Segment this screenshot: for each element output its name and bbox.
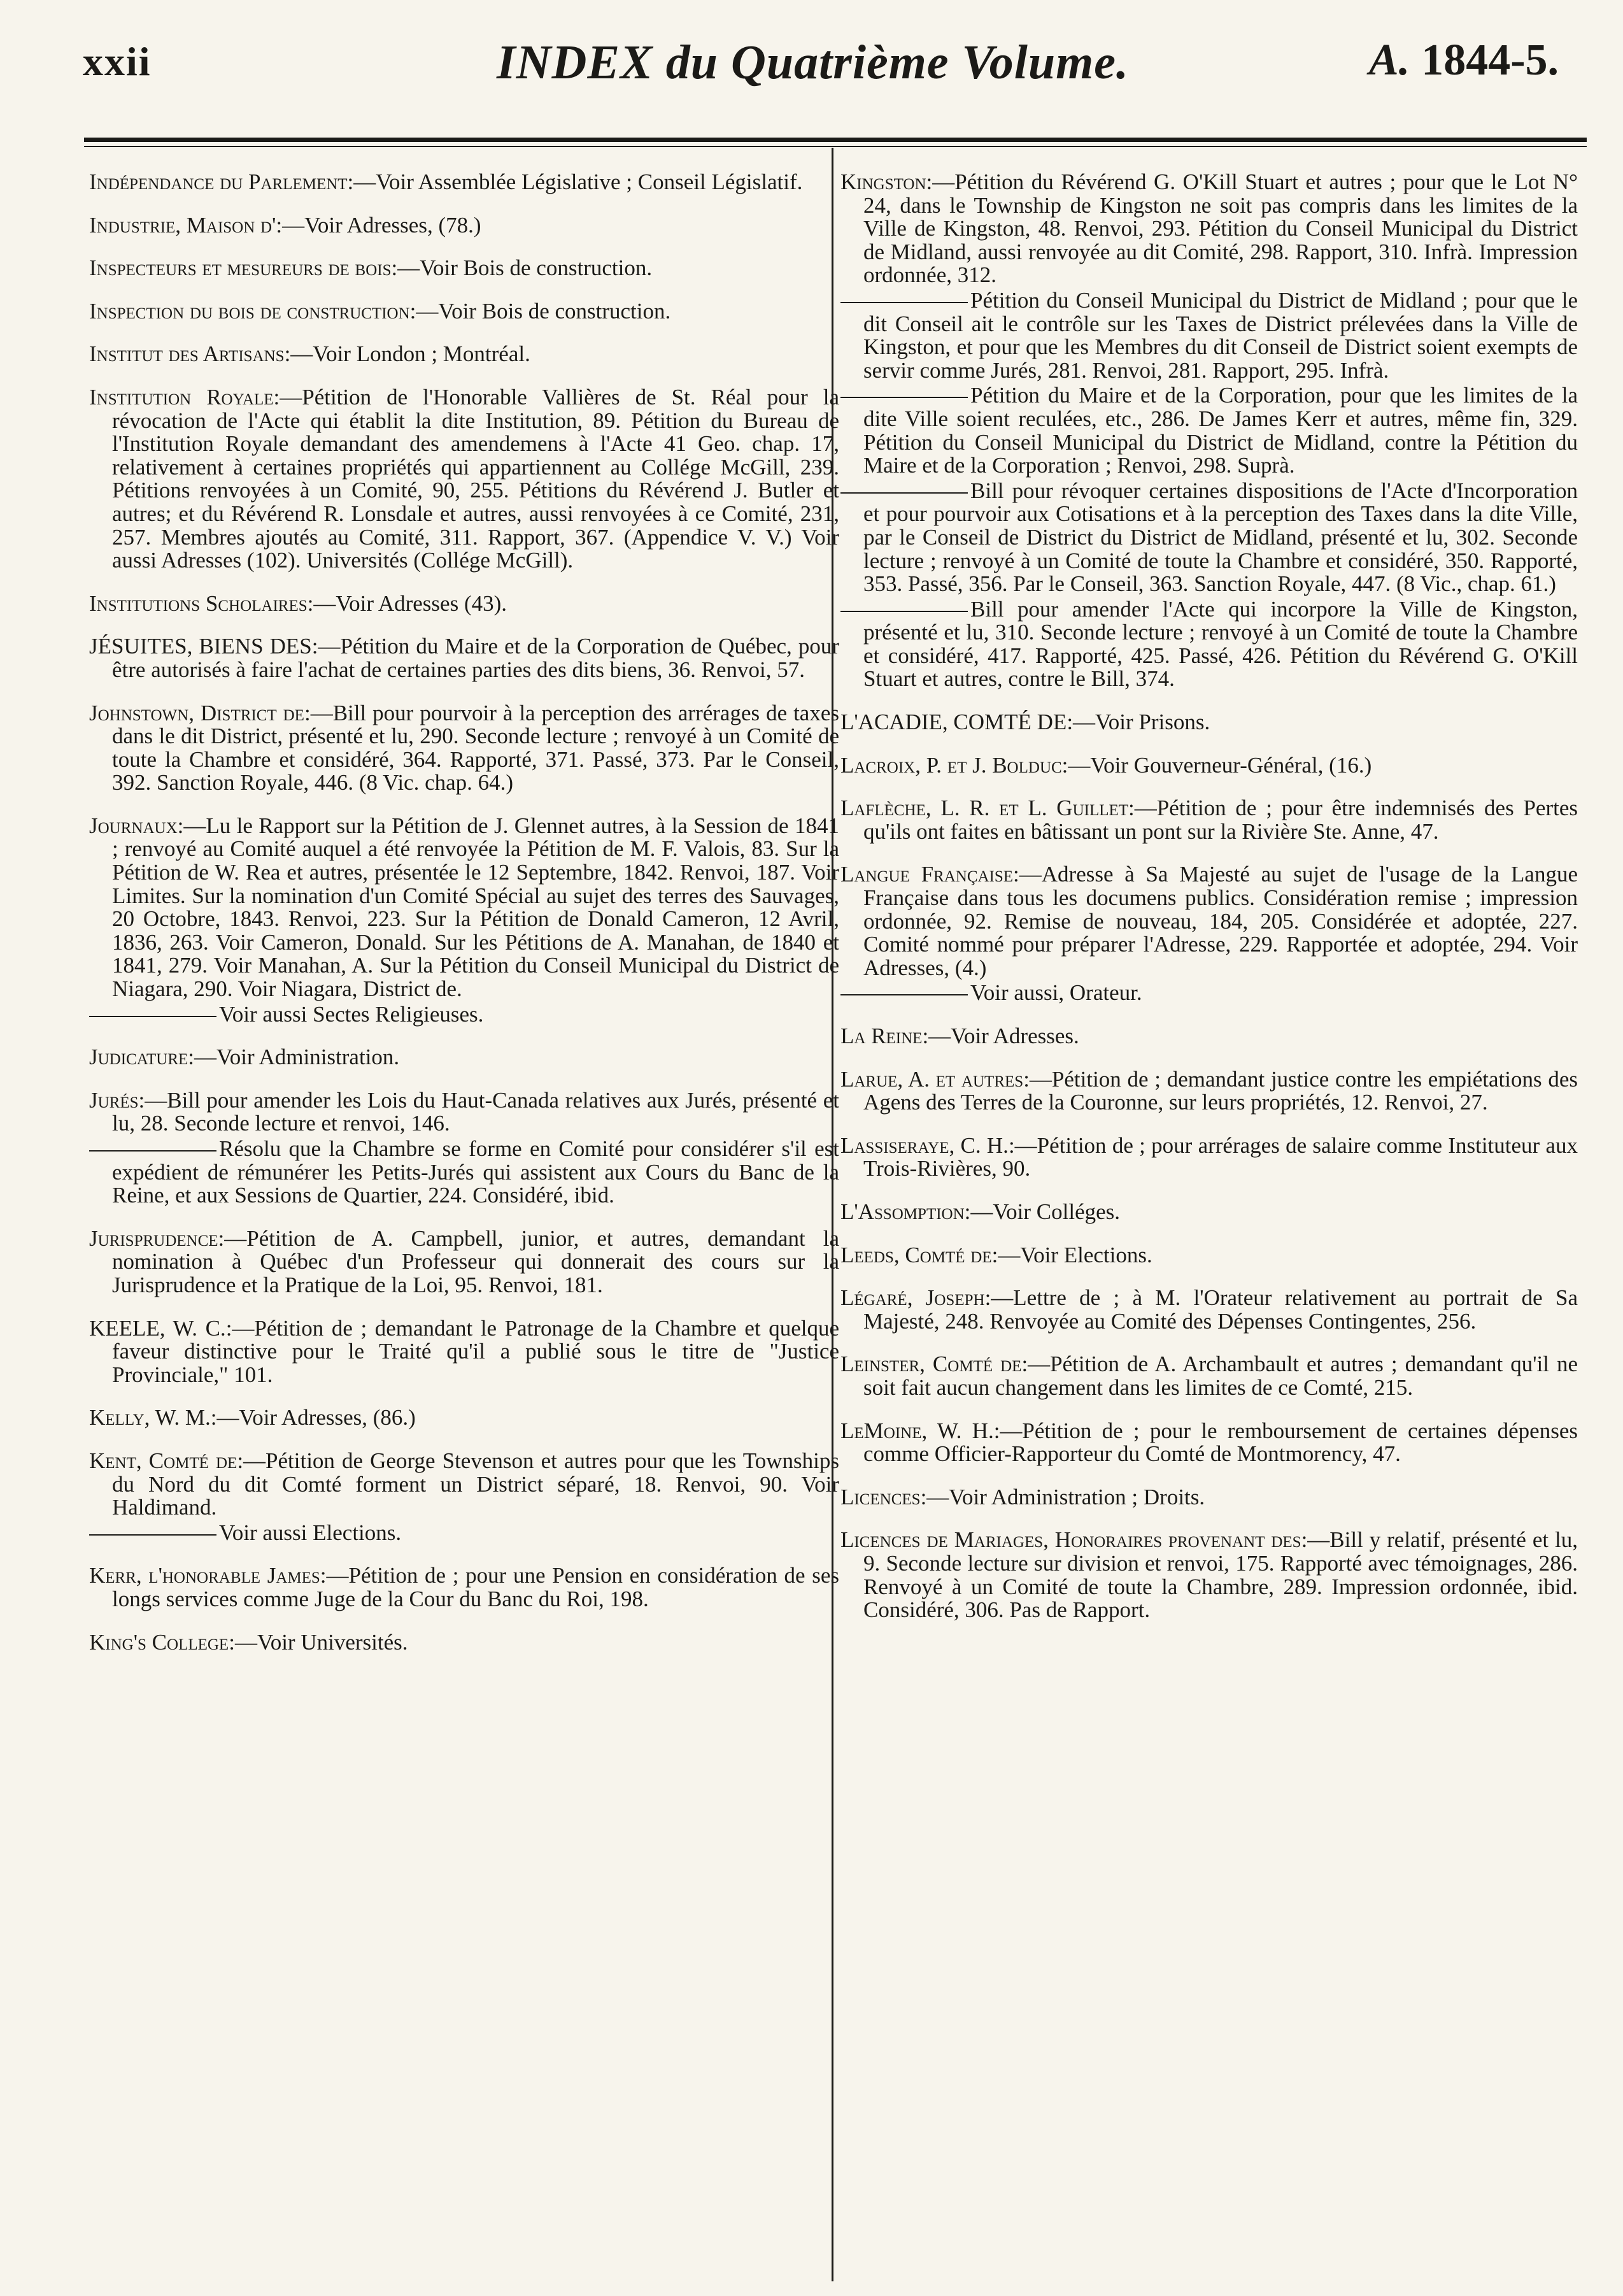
entry-text: :—Adresse à Sa Majesté au sujet de l'usage de la Langue Française dans tous les documens publics. Considération remise ; impression ordonnée, 92. Remise de nouveau, 184, 205. Considérée et adoptée, 227. Comité nommé pour préparer l'Adresse, 229. Rapportée et adoptée, 294. Voir Adresses, (4.): [863, 862, 1578, 980]
index-entry: [89, 1137, 839, 1208]
entry-text: :—Pétition de ; demandant justice contre les empiétations des Agens des Terres de la Couronne, sur leurs propriétés, 12. Renvoi, 27.: [863, 1066, 1578, 1115]
index-entry: [89, 1003, 839, 1027]
entry-text: Bill pour amender l'Acte qui incorpore la Ville de Kingston, présenté et lu, 310. Seconde lecture ; renvoyé à un Comité de toute la Chambre et considéré, 417. Rapporté, 425. Passé, 426. Pétition du Révérend G. O'Kill Stuart et autres, contre le Bill, 374.: [863, 596, 1578, 692]
entry-heading: Légaré, Joseph: [840, 1285, 985, 1311]
year-value: 1844-5.: [1421, 36, 1559, 85]
index-entry: [89, 1631, 839, 1655]
entry-text: :—Pétition de ; pour une Pension en considération de ses longs services comme Juge de la Cour du Banc du Roi, 198.: [112, 1563, 839, 1611]
entry-text: :—Pétition de ; demandant le Patronage de la Chambre et quelque faveur distinctive pour le Traité qu'il a publié sous le titre de "Justice Provinciale," 101.: [112, 1315, 839, 1387]
entry-heading: Leeds, Comté de: [840, 1242, 992, 1267]
index-entry: [89, 386, 839, 573]
index-entry: [840, 1068, 1578, 1115]
index-entry: [840, 711, 1578, 734]
entry-text: :—Bill pour pourvoir à la perception des arrérages de taxes dans le dit District, présenté et lu, 290. Seconde lecture ; renvoyé à un Comité de toute la Chambre et considéré, 364. Rapporté, 371. Passé, 373. Par le Conseil, 392. Sanction Royale, 446. (8 Vic. chap. 64.): [112, 700, 839, 795]
entry-heading: Johnstown, District de: [89, 700, 304, 725]
entry-text: :—Lettre de ; à M. l'Orateur relativement au portrait de Sa Majesté, 248. Renvoyée au Comité des Dépenses Contingentes, 256.: [863, 1285, 1578, 1334]
index-entry: [89, 1450, 839, 1520]
entry-text: :—Voir Elections.: [991, 1242, 1152, 1267]
entry-text: :—Voir Adresses (43).: [307, 590, 507, 616]
index-entry: [89, 1046, 839, 1069]
continuation-dash: [840, 302, 968, 303]
entry-text: Voir aussi Sectes Religieuses.: [219, 1001, 484, 1027]
header-rule-thin: [84, 146, 1587, 147]
entry-heading: Langue Française: [840, 862, 1014, 887]
entry-heading: L'ACADIE, COMTÉ DE: [840, 709, 1067, 735]
entry-heading: Lacroix, P. et J. Bolduc: [840, 752, 1062, 778]
entry-text: :—Voir Universités.: [229, 1629, 408, 1655]
entry-heading: Licences de Mariages, Honoraires provenant des: [840, 1527, 1301, 1553]
index-entry: [89, 1227, 839, 1297]
index-entry: [840, 598, 1578, 691]
entry-heading: Lassiseraye, C. H.: [840, 1132, 1009, 1158]
entry-heading: Jurisprudence: [89, 1225, 218, 1251]
entry-text: :—Voir Prisons.: [1067, 709, 1210, 735]
index-entry: [840, 1244, 1578, 1267]
entry-heading: Industrie, Maison d': [89, 212, 276, 238]
continuation-dash: [840, 611, 968, 612]
continuation-dash: [840, 994, 968, 995]
index-entry: [840, 171, 1578, 287]
entry-text: :—Voir Assemblée Législative ; Conseil Législatif.: [347, 169, 803, 194]
continuation-dash: [840, 492, 968, 494]
continuation-dash: [89, 1016, 216, 1017]
index-entry: [89, 214, 839, 238]
entry-text: Voir aussi, Orateur.: [970, 980, 1142, 1006]
entry-heading: LeMoine, W. H.: [840, 1418, 994, 1443]
entry-heading: Institutions Scholaires: [89, 590, 308, 616]
entry-text: :—Bill y relatif, présenté et lu, 9. Seconde lecture sur division et renvoi, 175. Rapporté avec témoignages, 286. Renvoyé à un Comité de toute la Chambre, 289. Impression ordonnée, ibid. Considéré, 306. Pas de Rapport.: [863, 1527, 1578, 1623]
entry-heading: Laflèche, L. R. et L. Guillet: [840, 795, 1129, 821]
entry-heading: Larue, A. et autres: [840, 1066, 1024, 1092]
entry-heading: La Reine: [840, 1023, 923, 1048]
index-entry: [89, 592, 839, 616]
entry-heading: Inspection du bois de construction: [89, 298, 410, 324]
entry-text: :—Bill pour amender les Lois du Haut-Canada relatives aux Jurés, présenté et lu, 28. Seconde lecture et renvoi, 146.: [112, 1087, 839, 1136]
index-entry: [840, 981, 1578, 1005]
right-column: [840, 171, 1578, 1642]
entry-text: :—Voir Gouverneur-Général, (16.): [1061, 752, 1372, 778]
entry-text: Résolu que la Chambre se forme en Comité pour considérer s'il est expédient de rémunérer les Petits-Jurés qui assistent aux Cours du Banc de la Reine, et aux Sessions de Quartier, 224. Considéré, ibid.: [112, 1136, 839, 1208]
index-entry: [89, 1317, 839, 1387]
entry-heading: King's College: [89, 1629, 229, 1655]
entry-text: Pétition du Maire et de la Corporation, pour que les limites de la dite Ville soient reculées, etc., 286. De James Kerr et autres, même fin, 329. Pétition du Conseil Municipal du District de Midland, contre la Pétition du Maire et de la Corporation ; Renvoi, 298. Suprà.: [863, 383, 1578, 478]
index-entry: [840, 754, 1578, 778]
index-entry: [89, 343, 839, 366]
entry-text: :—Pétition de George Stevenson et autres pour que les Townships du Nord du dit Comté forment un District séparé, 18. Renvoi, 90. Voir Haldimand.: [112, 1448, 839, 1520]
entry-heading: Inspecteurs et mesureurs de bois: [89, 255, 392, 281]
entry-heading: Journaux: [89, 813, 178, 838]
index-entry: [840, 1025, 1578, 1048]
index-entry: [840, 797, 1578, 843]
continuation-dash: [89, 1534, 216, 1536]
index-entry: [89, 257, 839, 280]
entry-heading: Kerr, l'honorable James: [89, 1563, 320, 1588]
entry-heading: Licences: [840, 1484, 921, 1509]
index-entry: [840, 1353, 1578, 1399]
entry-text: :—Voir Adresses.: [922, 1023, 1079, 1048]
index-entry: [840, 1287, 1578, 1333]
entry-text: :—Voir Adresses, (86.): [210, 1405, 416, 1430]
index-entry: [840, 384, 1578, 477]
entry-text: Pétition du Conseil Municipal du District de Midland ; pour que le dit Conseil ait le contrôle sur les Taxes de District prélevées dans la Ville de Kingston, et pour que les Membres du dit Conseil de District soient exempts de servir comme Jurés, 281. Renvoi, 281. Rapport, 295. Infrà.: [863, 287, 1578, 383]
index-entry: [89, 1564, 839, 1611]
entry-text: Bill pour révoquer certaines dispositions de l'Acte d'Incorporation et pour pourvoir aux Cotisations et à la perception des Taxes dans la dite Ville, par le Conseil de District du District de Midland, présenté et lu, 302. Seconde lecture ; renvoyé à un Comité de toute la Chambre et considéré, 350. Rapporté, 353. Passé, 356. Par le Conseil, 363. Sanction Royale, 447. (8 Vic., chap. 61.): [863, 478, 1578, 597]
header-rule-thick: [84, 138, 1587, 142]
entry-heading: L'Assomption: [840, 1199, 965, 1224]
index-entry: [840, 289, 1578, 382]
entry-heading: Kelly, W. M.: [89, 1405, 211, 1430]
index-entry: [840, 1420, 1578, 1466]
entry-heading: KEELE, W. C.: [89, 1315, 226, 1341]
entry-text: :—Lu le Rapport sur la Pétition de J. Glennet autres, à la Session de 1841 ; renvoyé au Comité auquel a été renvoyée la Pétition de M. F. Valois, 83. Sur la Pétition de W. Rea et autres, présentée le 12 Septembre, 1842. Renvoi, 187. Voir Limites. Sur la nomination d'un Comité Spécial au sujet des terres des Sauvages, 20 Octobre, 1843. Renvoi, 223. Sur la Pétition de Donald Cameron, 12 Avril, 1836, 263. Voir Cameron, Donald. Sur les Pétitions de A. Manahan, de 1840 et 1841, 279. Voir Manahan, A. Sur la Pétition du Conseil Municipal du District de Niagara, 290. Voir Niagara, District de.: [112, 813, 839, 1002]
index-entry: [840, 863, 1578, 980]
index-entry: [89, 635, 839, 681]
continuation-dash: [840, 397, 968, 398]
entry-text: :—Pétition du Révérend G. O'Kill Stuart et autres ; pour que le Lot N° 24, dans le Township de Kingston ne soit pas compris dans les limites de la Ville de Kingston, 48. Renvoi, 293. Pétition du Conseil Municipal du District de Midland, aussi renvoyée au dit Comité, 298. Rapport, 310. Infrà. Impression ordonnée, 312.: [863, 169, 1578, 288]
page-title: INDEX du Quatrième Volume.: [497, 36, 1130, 89]
page-number: xxii: [83, 39, 152, 84]
index-entry: [89, 1406, 839, 1430]
entry-heading: JÉSUITES, BIENS DES: [89, 634, 312, 659]
entry-text: :—Voir Bois de construction.: [409, 298, 671, 324]
index-entry: [840, 1201, 1578, 1224]
entry-text: :—Pétition de A. Campbell, junior, et autres, demandant la nomination à Québec d'un Professeur qui donnerait des cours sur la Jurisprudence et la Pratique de la Loi, 95. Renvoi, 181.: [112, 1225, 839, 1297]
entry-text: :—Voir Administration ; Droits.: [920, 1484, 1205, 1509]
entry-text: :—Voir Bois de construction.: [391, 255, 653, 281]
entry-heading: Kingston: [840, 169, 926, 194]
index-entry: [89, 1089, 839, 1136]
index-entry: [840, 1486, 1578, 1509]
entry-heading: Leinster, Comté de: [840, 1351, 1022, 1377]
year-letter: A.: [1369, 36, 1410, 85]
entry-text: :—Pétition de l'Honorable Vallières de St. Réal pour la révocation de l'Acte qui établit la dite Institution, 89. Pétition du Bureau de l'Institution Royale demandant des amendemens à l'Acte 41 Geo. chap. 17, relativement à certaines propriétés qui appartiennent au Collége McGill, 239. Pétitions renvoyées à un Comité, 90, 255. Pétitions du Révérend J. Butler et autres; et du Révérend R. Lonsdale et autres, aussi renvoyées à ce Comité, 231, 257. Membres ajoutés au Comité, 311. Rapport, 367. (Appendice V. V.) Voir aussi Adresses (102). Universités (Collége McGill).: [112, 384, 839, 573]
index-entry: [89, 815, 839, 1001]
entry-heading: Judicature: [89, 1045, 188, 1070]
entry-text: :—Pétition du Maire et de la Corporation de Québec, pour être autorisés à faire l'achat de certaines parties des dits biens, 36. Renvoi, 57.: [112, 634, 839, 682]
index-entry: [840, 1134, 1578, 1181]
entry-text: :—Voir London ; Montréal.: [284, 341, 530, 367]
continuation-dash: [89, 1150, 216, 1152]
entry-text: :—Voir Colléges.: [964, 1199, 1121, 1224]
entry-text: :—Voir Adresses, (78.): [276, 212, 481, 238]
index-entry: [840, 1529, 1578, 1622]
left-column: [89, 171, 839, 1674]
entry-text: :—Pétition de ; pour arrérages de salaire comme Instituteur aux Trois-Rivières, 90.: [863, 1132, 1578, 1181]
entry-heading: Indépendance du Parlement: [89, 169, 348, 194]
entry-heading: Jurés: [89, 1087, 139, 1113]
index-entry: [840, 480, 1578, 596]
index-entry: [89, 300, 839, 324]
entry-heading: Institut des Artisans: [89, 341, 285, 367]
entry-heading: Institution Royale: [89, 384, 274, 410]
entry-text: :—Voir Administration.: [188, 1045, 400, 1070]
entry-text: :—Pétition de ; pour le remboursement de certaines dépenses comme Officier-Rapporteur du Comté de Montmorency, 47.: [863, 1418, 1578, 1467]
index-entry: [89, 702, 839, 795]
entry-heading: Kent, Comté de: [89, 1448, 237, 1473]
entry-text: Voir aussi Elections.: [219, 1520, 402, 1545]
year-label: [1369, 35, 1559, 86]
index-entry: [89, 171, 839, 194]
index-entry: [89, 1522, 839, 1545]
entry-text: :—Pétition de ; pour être indemnisés des Pertes qu'ils ont faites en bâtissant un pont sur la Rivière Ste. Anne, 47.: [863, 795, 1578, 844]
entry-text: :—Pétition de A. Archambault et autres ; demandant qu'il ne soit fait aucun changement dans les limites de ce Comté, 215.: [863, 1351, 1578, 1400]
page-header: [0, 0, 1623, 127]
